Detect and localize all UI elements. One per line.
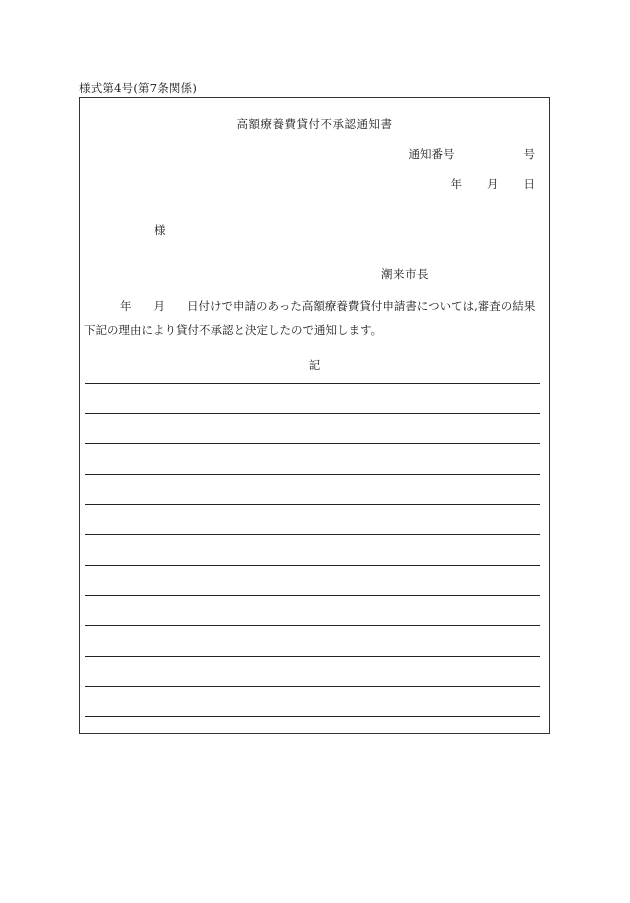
reason-line [85,625,540,626]
ki-heading: 記 [308,358,321,372]
notice-body [84,294,545,342]
reason-line [85,474,540,475]
notice-number-row [409,146,536,162]
notice-form-frame [79,97,550,734]
reason-line [85,413,540,414]
addressee-suffix: 様 [154,223,166,237]
date-month: 月 [487,177,499,191]
reason-line [85,656,540,657]
reason-line [85,383,540,384]
reason-line [85,565,540,566]
notice-number-label: 通知番号 [408,147,455,161]
date-year: 年 [450,177,462,191]
body-line-1-text: 日付けで申請のあった高額療養費貸付申請書については,審査の結果 [187,299,536,313]
reason-line [85,504,540,505]
body-line-2: 下記の理由により貸付不承認と決定したので通知します。 [84,323,383,337]
reason-line [85,686,540,687]
reason-line [85,443,540,444]
date-day: 日 [523,177,535,191]
body-year: 年 [120,299,132,313]
notice-number-suffix: 号 [523,147,535,161]
document-title: 高額療養費貸付不承認通知書 [236,117,393,131]
notice-number-blank [469,146,524,162]
body-line-1 [84,294,545,318]
form-number-label: 様式第4号(第7条関係) [79,81,198,95]
reason-line [85,595,540,596]
reason-line [85,716,540,717]
reason-line [85,534,540,535]
issue-date-row [451,176,536,192]
body-month: 月 [153,299,165,313]
issuer-name: 潮来市長 [381,267,429,281]
